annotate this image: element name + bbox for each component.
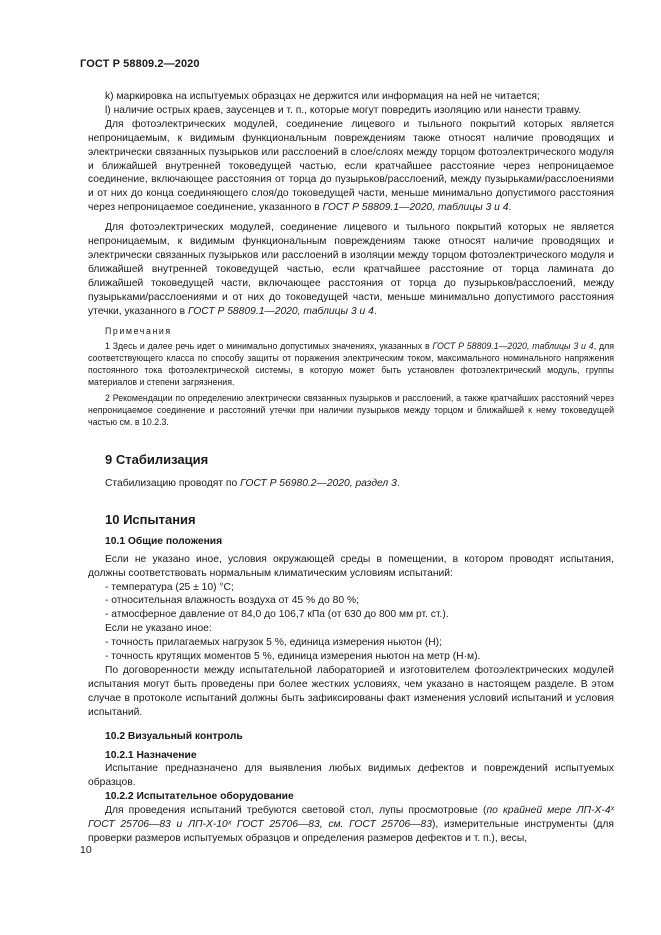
page-number: 10 — [80, 844, 92, 856]
list-item-l: l) наличие острых краев, заусенцев и т. п., которые могут повредить изоляцию или нанести травму. — [105, 104, 582, 116]
section-9-text — [88, 477, 614, 491]
section-10-2-2-title: 10.2.2 Испытательное оборудование — [105, 791, 294, 803]
accuracy-load: - точность прилагаемых нагрузок 5 %, единица измерения ньютон (Н); — [105, 637, 442, 649]
section-10-title: 10 Испытания — [105, 511, 196, 527]
note-text-end: , для соответствующего класса по способу защиты от поражения электрическим током, максимального номинального напряжения постоянного тока фотоэлектрической системы, в которую может быть установлен фотоэлектрический модуль, группы материалов и степени загрязнения. — [88, 340, 615, 388]
section-9-title: 9 Стабилизация — [105, 452, 209, 468]
note-2: 2 Рекомендации по определению электрически связанных пузырьков и расслоений, а также кратчайших расстояний через непроницаемое соединение и расстояний утечки при наличии пузырьков между торцом и ближайшей к нему токоведущей частью см. в 10.2.3. — [88, 392, 614, 427]
standard-reference: ГОСТ Р 56980.2—2020, раздел 3 — [240, 478, 397, 490]
standard-reference: ГОСТ Р 58809.1—2020, таблицы 3 и 4 — [432, 340, 594, 351]
unless-text: Если не указано иное: — [105, 623, 212, 635]
section-10-2-2-text — [88, 804, 614, 846]
list-item-k: k) маркировка на испытуемых образцах не держится или информация на ней не читается; — [105, 91, 540, 102]
page-content — [88, 90, 614, 846]
accuracy-torque: - точность крутящих моментов 5 %, единица измерения ньютон на метр (Н·м). — [105, 651, 481, 663]
paragraph-text: Для фотоэлектрических модулей, соединение лицевого и тыльного покрытий которых не является непроницаемым, к видимым функциональным повреждениям также относят наличие проводящих и электрически связанных пузырьков или расслоений в изоляции между торцом фотоэлектрического модуля и ближайшей внутренней токоведущей частью, если кратчайшее расстояние от торца ламината до ближайшей токоведущей части, включающее расстояния от торца до пузырьков/расслоений, между пузырьками/расслоениями и от них до токоведущей части, меньше минимально допустимого расстояния утечки, указанного в — [88, 222, 614, 317]
section-10-2-1-text: Испытание предназначено для выявления любых видимых дефектов и повреждений испытуемых образцов. — [88, 763, 614, 789]
paragraph-text: Для фотоэлектрических модулей, соединение лицевого и тыльного покрытий которых является непроницаемым, к видимым функциональным повреждениям также относят наличие проводящих и электрически связанных пузырьков или расслоений в слое/слоях между торцом фотоэлектрического модуля и ближайшей внутренней токоведущей частью, если кратчайшее расстояние через непроницаемое соединение, включающее расстояния от торца до пузырьков/расслоений, между пузырьками/расслоениями и от них до конца соединяющего слоя/до токоведущей части, меньше минимально допустимого расстояния через непроницаемое соединение, указанного в — [88, 118, 614, 214]
note-1 — [88, 340, 614, 389]
paragraph-end: . — [396, 478, 400, 490]
paragraph-non-impermeable — [88, 221, 614, 318]
note-text: 1 Здесь и далее речь идет о минимально допустимых значениях, указанных в — [105, 340, 433, 351]
paragraph-impermeable — [88, 118, 614, 215]
section-10-1-title: 10.1 Общие положения — [105, 535, 223, 547]
condition-humidity: - относительная влажность воздуха от 45 % до 80 %; — [105, 595, 359, 607]
paragraph-end: . — [508, 202, 512, 214]
section-10-2-title: 10.2 Визуальный контроль — [105, 730, 243, 742]
condition-temperature: - температура (25 ± 10) °С; — [105, 581, 234, 593]
paragraph-text: Стабилизацию проводят по — [105, 478, 241, 490]
section-10-1-intro: Если не указано иное, условия окружающей среды в помещении, в котором проводят испытания, должны соответствовать нормальным климатическим условиям испытаний: — [88, 553, 614, 579]
condition-pressure: - атмосферное давление от 84,0 до 106,7 кПа (от 630 до 800 мм рт. ст.). — [105, 609, 449, 621]
document-header: ГОСТ Р 58809.2—2020 — [80, 58, 200, 70]
agreement-paragraph: По договоренности между испытательной лабораторией и изготовителем фотоэлектрических модулей испытания могут быть проведены при более жестких условиях, чем указано в настоящем разделе. В этом случае в протоколе испытаний должны быть зафиксированы факт изменения условий испытаний и условия испытаний. — [88, 665, 614, 718]
paragraph-text: Для проведения испытаний требуются световой стол, лупы просмотровые ( — [105, 805, 487, 817]
standard-reference: ГОСТ Р 58809.1—2020, таблицы 3 и 4 — [187, 305, 374, 317]
notes-title: Примечания — [105, 325, 172, 336]
standard-reference: по крайней мере ЛП-Х-4ˣ ГОСТ 25706—83 и ЛП-Х-10ˣ ГОСТ 25706—83, см. ГОСТ 25706—83 — [88, 805, 615, 831]
paragraph-end: ), измерительные инструменты (для проверки размеров испытуемых образцов и определения размеров дефектов и т. п.), весы, — [88, 819, 614, 844]
notes-block — [88, 325, 614, 429]
standard-reference: ГОСТ Р 58809.1—2020, таблицы 3 и 4 — [322, 202, 509, 214]
section-10-2-1-title: 10.2.1 Назначение — [105, 749, 197, 761]
paragraph-end: . — [373, 305, 377, 317]
